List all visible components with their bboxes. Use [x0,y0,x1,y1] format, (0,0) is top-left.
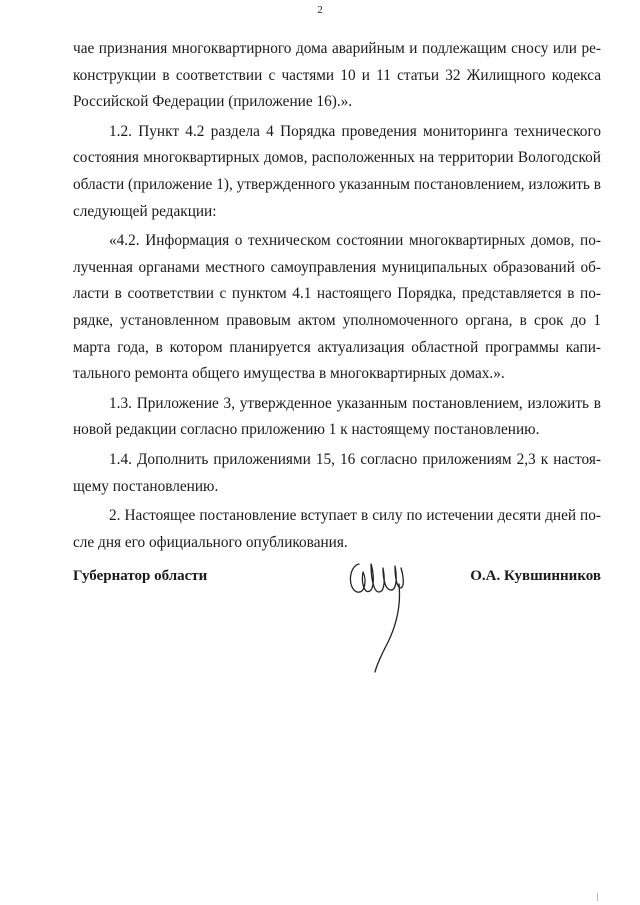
paragraph-4-2-quote: «4.2. Информация о техническом состоянии многоквартирных домов, полученная органами местного самоуправления муниципальных образований области в соответствии с пунктом 4.1 настоящего Порядка, представляется в порядке, установленном правовым актом уполномоченного органа, в срок до 1 марта года, в котором планируется актуализация областной программы капитального ремонта общего имущества в многоквартирных домах.». [73,232,601,383]
signatory-title: Губернатор области [73,568,208,584]
handwritten-signature [345,556,415,676]
document-body [73,36,601,556]
paragraph-2: 2. Настоящее постановление вступает в силу по истечении десяти дней после дня его официального опубликования. [73,507,601,551]
paragraph-1-4: 1.4. Дополнить приложениями 15, 16 согласно приложениям 2,3 к настоящему постановлению. [73,450,601,495]
signature-block [73,568,601,678]
paragraph-1-2: 1.2. Пункт 4.2 раздела 4 Порядка проведения мониторинга технического состояния многоквартирных домов, расположенных на территории Вологодской области (приложение 1), утвержденного указанным постановлением, изложить в следующей редакции: [73,122,601,220]
page-number: 2 [317,4,323,16]
scan-mark [597,893,598,901]
signatory-name: О.А. Кувшинников [470,568,601,584]
paragraph-continuation: чае признания многоквартирного дома аварийным и подлежащим сносу или реконструкции в соответствии с частями 10 и 11 статьи 32 Жилищного кодекса Российской Федерации (приложение 16).». [73,40,601,111]
paragraph-1-3: 1.3. Приложение 3, утвержденное указанным постановлением, изложить в новой редакции согласно приложению 1 к настоящему постановлению. [73,394,601,439]
